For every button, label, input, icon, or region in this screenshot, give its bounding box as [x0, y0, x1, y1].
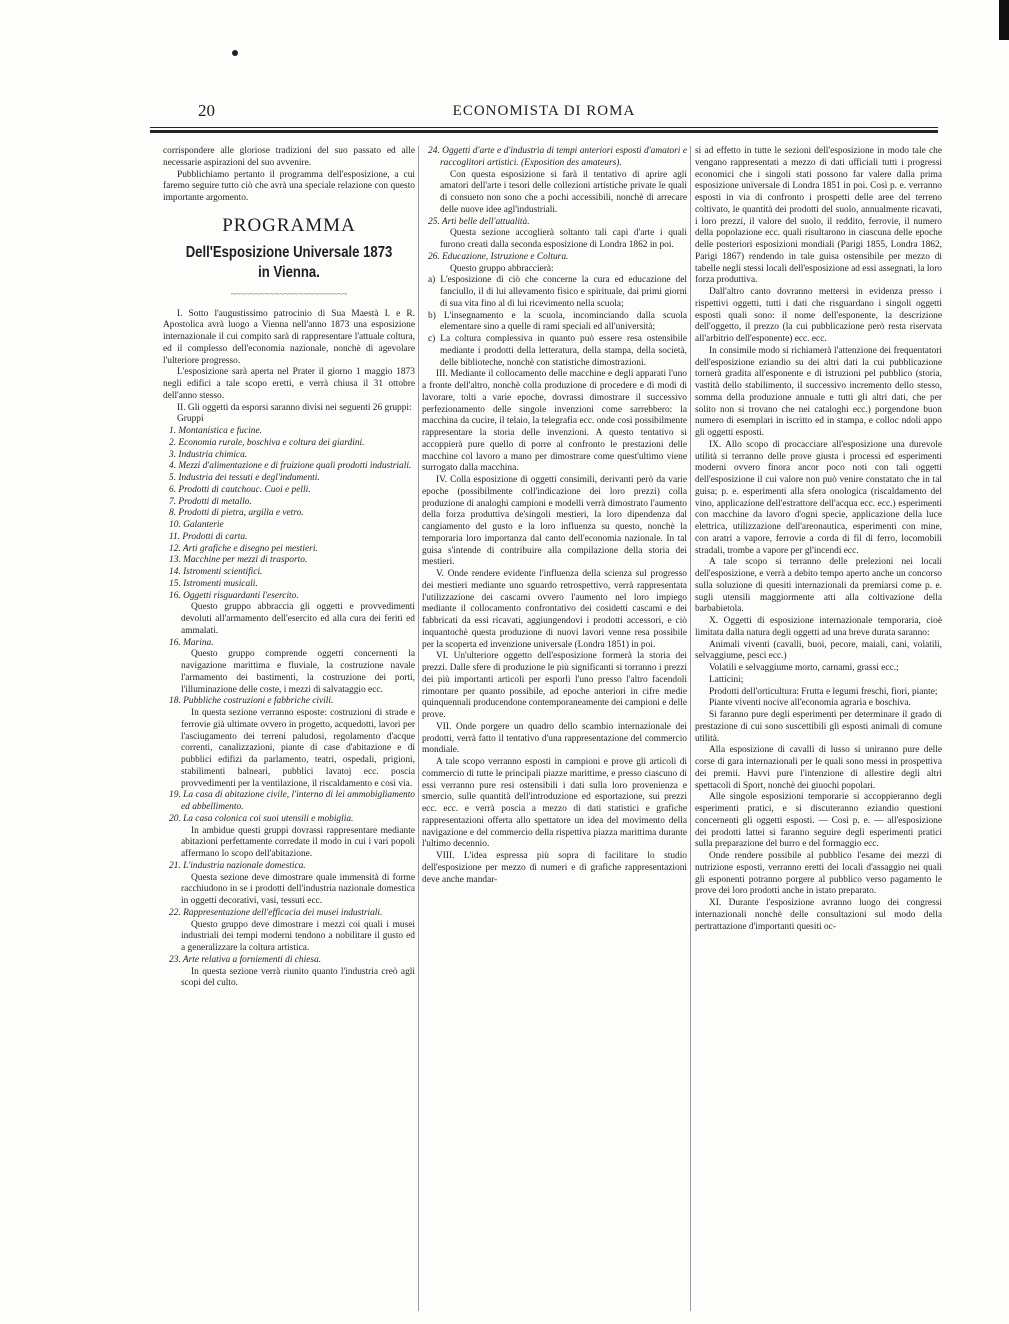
group-18-description: In questa sezione verranno esposte: costruzioni di strade e ferrovie già ultimate ovvero in progetto, acquedotti, lavori per l'asciugamento dei terreni paludosi, regolamento d'acque correnti, canalizzazioni, piante di case d'abitazione e di pubblici edifizi da parlamento, teatri, ospedali, prigioni, stabilimenti balneari, pubblici lavatoj ecc. poscia provvedimenti per la ventilazione, il riscaldamento e così via.: [181, 708, 415, 789]
group-item: 23. Arte relativa a forniementi di chiesa.: [169, 954, 322, 965]
paragraph: Dall'altro canto dovranno mettersi in evidenza presso i rispettivi oggetti, tutti i dati che risguardano i singoli oggetti esposti quali sono: il nome dell'esponente, la descrizione dell'oggetto, il prezzo (la cui pubblicazione però resta riservata all'arbitrio dell'esponente) ecc. ecc.: [695, 287, 942, 344]
article-11: XI. Durante l'esposizione avranno luogo dei congressi internazionali nonchè delle consultazioni sul modo della pertrattazione d'importanti quesiti oc-: [695, 898, 942, 932]
column-1: [163, 146, 415, 1316]
group-item: 24. Oggetti d'arte e d'industria di tempi anteriori esposti d'amatori e raccoglitori artistici. (Exposition des amateurs).: [428, 146, 687, 168]
group-16-description: Questo gruppo abbraccia gli oggetti e provvedimenti devoluti all'armamento dell'esercito ed alla cura dei feriti ed ammalati.: [181, 602, 415, 636]
running-title: ECONOMISTA DI ROMA: [452, 103, 636, 119]
column-divider-2: [690, 146, 691, 1311]
article-2: II. Gli oggetti da esporsi saranno divisi nei seguenti 26 gruppi:: [177, 402, 412, 413]
header-rule-thin: [150, 127, 938, 128]
group-item: 14. Istromenti scientifici.: [169, 567, 263, 577]
group-list: [163, 426, 415, 602]
paragraph: Animali viventi (cavalli, buoi, pecore, maiali, cani, volatili, selvaggiume, pesci ecc.): [695, 639, 942, 662]
intro-paragraph-2: Pubblichiamo pertanto il programma dell'esposizione, a cui faremo seguire tutto ciò che avrà una speciale relazione con questo importante argomento.: [163, 169, 415, 203]
paragraph: Prodotti dell'orticultura: Frutta e legumi freschi, fiori, piante;: [709, 686, 938, 697]
article-4: IV. Colla esposizione di oggetti consimili, derivanti però da varie epoche (possibilmente coll'indicazione dei loro prezzi) colla produzione di analoghi campioni e modelli verrà dimostrato l'aumento della forza produttiva de'singoli mestieri, la loro dipendenza dal cangiamento del gusto e la loro influenza su questo, nonchè la temporaria loro importanza dal canto dell'economia nazionale. In tal guisa s'intende di contribuire alla compilazione della storia dei mestieri.: [422, 475, 687, 568]
group-26-subitem: a) L'esposizione di ciò che concerne la cura ed educazione del fanciullo, il di lui allevamento fisico e spirituale, dai primi giorni di sua vita fino al di lui ricevimento nella scuola;: [428, 275, 687, 309]
paragraph: si ad effetto in tutte le sezioni dell'esposizione in modo tale che vengano rappresentati a mezzo di dati ufficiali tutti i progressi economici che i singoli stati possono far valere dalla prima esposizione universale di Londra 1851 in poi. Così p. e. verranno esposti in via di confronto i prospetti delle aree del terreno coltivato, le quantità dei prodotti del suolo, annualmente ricavati, i loro prezzi, il valore del suolo, il reddito, ferrovie, il numero della popolazione ecc. quali risultarono in ciascuna delle epoche delle posteriori esposizioni mondiali (Parigi 1855, Londra 1862, Parigi 1867) rendendo in tale guisa ostensibile per mezzo di tabelle negli stessi locali dell'esposizione ad essi assegnati, la loro forza produttiva.: [695, 146, 942, 286]
gruppi-label: Gruppi: [177, 414, 204, 425]
paragraph: Latticini;: [709, 674, 744, 685]
group-26-description: Questo gruppo abbraccierà:: [450, 263, 554, 274]
header-rule-thick: [150, 130, 938, 133]
wavy-divider: ~~~~~~~~~~~~~~~~~~~~~~~~: [230, 288, 348, 299]
paragraph: A tale scopo si terranno delle prelezioni nei locali dell'esposizione, e verrà a debito tempo aperto anche un concorso sulla soluzione di quesiti internazionali da premiarsi come p. e. sugli utensili maggiormente atti alla coltivazione della barbabietola.: [695, 557, 942, 615]
group-item: 18. Pubbliche costruzioni e fabbriche civili.: [169, 696, 334, 707]
intro-paragraph-1: corrispondere alle gloriose tradizioni del suo passato ed alle necessarie aspirazioni del suo avvenire.: [163, 146, 415, 168]
group-item: 21. L'industria nazionale domestica.: [169, 860, 306, 871]
column-2: [422, 146, 687, 1316]
column-divider-1: [418, 146, 419, 1311]
group-item: 15. Istromenti musicali.: [169, 578, 258, 589]
group-item: 22. Rappresentazione dell'efficacia dei musei industriali.: [169, 907, 383, 918]
group-21-description: Questa sezione deve dimostrare quale immensità di forme racchiudono in se i prodotti dell'industria nazionale domestica in oggetti decorativi, vasi, tessuti ecc.: [181, 872, 415, 906]
group-25-description: Questa sezione accoglierà soltanto tali capi d'arte i quali furono creati dalla seconda esposizione di Londra 1862 in poi.: [440, 228, 687, 250]
group-23-description: In questa sezione verrà riunito quanto l'industria creò agli scopi del culto.: [181, 966, 415, 989]
paragraph: Si faranno pure degli esperimenti per determinare il grado di prestazione di cui sono suscettibili gli esposti animali di comune utilità.: [695, 710, 942, 744]
article-10: X. Oggetti di esposizione internazionale temporaria, cioè limitata dalla natura degli oggetti ad una breve durata saranno:: [695, 616, 942, 638]
article-1b: L'esposizione sarà aperta nel Prater il giorno 1 maggio 1873 negli edifici a tale scopo eretti, e verrà chiusa il 31 ottobre dell'anno stesso.: [163, 367, 415, 401]
article-title: PROGRAMMA: [222, 214, 356, 236]
group-item: 2. Economia rurale, boschiva e coltura dei giardini.: [169, 437, 365, 448]
article-5: V. Onde rendere evidente l'influenza della scienza sul progresso dei mestieri mediante uno sguardo retrospettivo, verrà rappresentata l'utilizzazione dei cascami ovvero l'aumento nel loro impiego mediante il collocamento confrontativo dei cosidetti cascami e dei fabbricati da essi ricavati, aggiungendovi i prodotti accessori, e ciò inquantochè questa produzione di nuovi lavori venne resa possibile per la scoperta ed invenzione universale (Londra 1851) in poi.: [422, 569, 687, 650]
paragraph: Alle singole esposizioni temporarie si accoppieranno degli esperimenti pratici, e si discuteranno eziandio questioni concernenti gli oggetti esposti. — Così p. e. — all'esposizione dei prodotti lattei si faranno seguire degli esperimenti pratici sulla preparazione del burro e del formaggio ecc.: [695, 792, 942, 850]
group-item: 1. Montanistica e fucine.: [169, 426, 262, 436]
group-item: 4. Mezzi d'alimentazione e di fruizione quali prodotti industriali.: [169, 461, 412, 472]
group-item: 19. La casa di abitazione civile, l'interno di lei ammobigliamento ed abbellimento.: [169, 790, 415, 812]
paragraph: Volatili e selvaggiume morto, carnami, grassi ecc.;: [709, 663, 899, 673]
group-item: 6. Prodotti di cautchouc. Cuoi e pelli.: [169, 484, 311, 495]
group-item: 3. Industria chimica.: [169, 449, 248, 460]
group-26-subitem: c) La coltura complessiva in quanto può essere resa ostensibile mediante i prodotti della letteratura, della stampa, della società, delle biblioteche, nonchè con statistiche dimostrazioni.: [428, 334, 687, 368]
paragraph: In consimile modo si richiamerà l'attenzione dei frequentatori dell'esposizione eziandio su dei altri dati la cui pubblicazione tornerà gradita all'esponente e di istruzioni pel pubblico (storia, vastità dello stabilimento, il successivo incremento dello stesso, somma della produzione annuale e tutti gli altri dati, che per solito non si trovano che nei cataloghi ecc.) porgendone buon numero di esemplari in iscritto ed in stampa, e colloc ndoli appo gli oggetti esposti.: [695, 345, 942, 438]
article-8: VIII. L'idea espressa più sopra di facilitare lo studio dell'esposizione per mezzo di numeri e di grafiche rappresentazioni deve anche mandar-: [422, 851, 687, 885]
page-number: 20: [198, 101, 215, 120]
article-9: IX. Allo scopo di procacciare all'esposizione una durevole utilità si terranno delle prove giusta i processi ed esperimenti moderni ovvero finora ancor poco noti con tali oggetti dell'esposizione il cui valore non può venire constatato che in tal guisa; p. e. esperimenti alla sfera onologica (riscaldamento del vino, applicazione dell'estrattore dell'acqua ecc. ecc.) esperimenti con macchine da lavoro d'ogni specie, applicazione della luce elettrica, utilizzazione dell'areonautica, esperimenti con mine, con aratri a vapore, ferrovie a corda di fil di ferro, locomobili stradali, trombe a vapore per gl'incendi ecc.: [695, 439, 942, 556]
paragraph: Piante viventi nocive all'economia agraria e boschiva.: [709, 698, 911, 709]
group-item: 11. Prodotti di carta.: [169, 531, 248, 542]
group-item: 20. La casa colonica coi suoi utensili e mobiglia.: [169, 813, 354, 824]
group-item: 16. Oggetti risguardanti l'esercito.: [169, 590, 299, 601]
group-item: 8. Prodotti di pietra, argilla e vetro.: [169, 508, 304, 519]
group-item: 16. Marina.: [169, 637, 214, 648]
article-3: III. Mediante il collocamento delle macchine e degli apparati l'uno a fronte dell'altro, nonchè colla produzione di procedere e di modi di lavorare, tolti a varie epoche, dovrassi dimostrare il successivo perfezionamento delle singole invenzioni come sarrebbero: la macchina da cucire, il telaio, la telegrafia ecc. onde così possibilmente rappresentare la storia delle invenzioni. A questo tentativo si accoppierà pure quello di porre al confronto le prestazioni delle macchine col lavoro a mano per dimostrare come quest'ultimo viene surrogato dalla macchina.: [422, 369, 687, 474]
paragraph: Onde rendere possibile al pubblico l'esame dei mezzi di nutrizione esposti, verranno eretti dei locali d'assaggio nei quali gli esponenti potranno porgere al pubblico verso pagamento le prove dei loro prodotti anche in istato preparato.: [695, 851, 942, 897]
article-6: VI. Un'ulteriore oggetto dell'esposizione formerà la storia dei prezzi. Dalle sfere di produzione le più significanti si torranno i prezzi dei più importanti articoli per esporli l'uno presso l'altro facendoli rimontare per quanto possibile, ad epoche anteriori in cifre medie quinquennali producendone contemporaneamente dei campioni e delle prove.: [422, 651, 687, 720]
article-7b: A tale scopo verranno esposti in campioni e prove gli articoli di commercio di tutte le principali piazze marittime, e presso ciascuno di essi verranno pure resi ostensibili i dati sulla loro provenienza e smercio, sulle quantità dell'introduzione ed esportazione, sui prezzi ecc. ecc. e verrà poscia a mezzo di dati statistici e grafiche rappresentazioni offerta allo spettatore un idea del movimento della navigazione e del commercio della rispettiva piazza marittima durante l'ultimo decennio.: [422, 757, 687, 850]
group-item: 7. Prodotti di metallo.: [169, 496, 252, 507]
group-item: 25. Arti belle dell'attualità.: [428, 216, 530, 227]
group-20-description: In ambidue questi gruppi dovrassi rappresentare mediante abitazioni perfettamente corredate il modo in cui i vari popoli affermano lo scopo dell'abitazione.: [181, 825, 415, 859]
scan-edge-mark: [999, 0, 1009, 40]
group-item: 5. Industria dei tessuti e degl'indumenti.: [169, 473, 320, 483]
group-item: 26. Educazione, Istruzione e Coltura.: [428, 251, 569, 262]
group-item: 10. Galanterie: [169, 520, 224, 530]
paragraph: Alla esposizione di cavalli di lusso si uniranno pure delle corse di gara internazionali per le quali sono messi in prospettiva dei premii. Havvi pure l'intenzione di allestire degli altri spettacoli di Sport, nonchè dei giuochi popolari.: [695, 745, 942, 791]
group-item: 13. Macchine per mezzi di trasporto.: [169, 555, 308, 566]
ink-dot: [232, 50, 238, 56]
article-subtitle: Dell'Esposizione Universale 1873 in Vienna.: [185, 243, 393, 281]
column-3: [695, 146, 942, 1316]
group-16b-description: Questo gruppo comprende oggetti concernenti la navigazione marittima e fluviale, la costruzione navale l'armamento dei bastimenti, la costruzione dei porti, l'illuminazione delle coste, i mezzi di salvataggio ecc.: [181, 649, 415, 695]
group-22-description: Questo gruppo deve dimostrare i mezzi coi quali i musei industriali dei tempi moderni tendono a nobilitare il gusto ed a generalizzare la coltura artistica.: [181, 919, 415, 953]
group-26-subitem: b) L'insegnamento e la scuola, incominciando dalla scuola elementare sino a quelle di rami speciali ed all'università;: [428, 310, 687, 333]
page-header: [150, 101, 938, 123]
group-24-description: Con questa esposizione si farà il tentativo di aprire agli amatori dell'arte i tesori delle collezioni artistiche private le quali di consueto non sono che a pochi accessibili, nonchè di arrecare delle nuove idee agl'industriali.: [440, 169, 687, 215]
article-7: VII. Onde porgere un quadro dello scambio internazionale dei prodotti, verrà fatto il tentativo d'una rappresentazione del commercio mondiale.: [422, 721, 687, 756]
group-item: 12. Arti grafiche e disegno pei mestieri.: [169, 543, 318, 554]
article-1: I. Sotto l'augustissimo patrocinio di Sua Maestà I. e R. Apostolica avrà luogo a Vienna nell'anno 1873 una esposizione internazionale il cui compito sarà di rappresentare l'attuale coltura, ed il complesso dell'economia nazionale, nonchè di agevolare l'ulteriore progresso.: [163, 308, 415, 366]
